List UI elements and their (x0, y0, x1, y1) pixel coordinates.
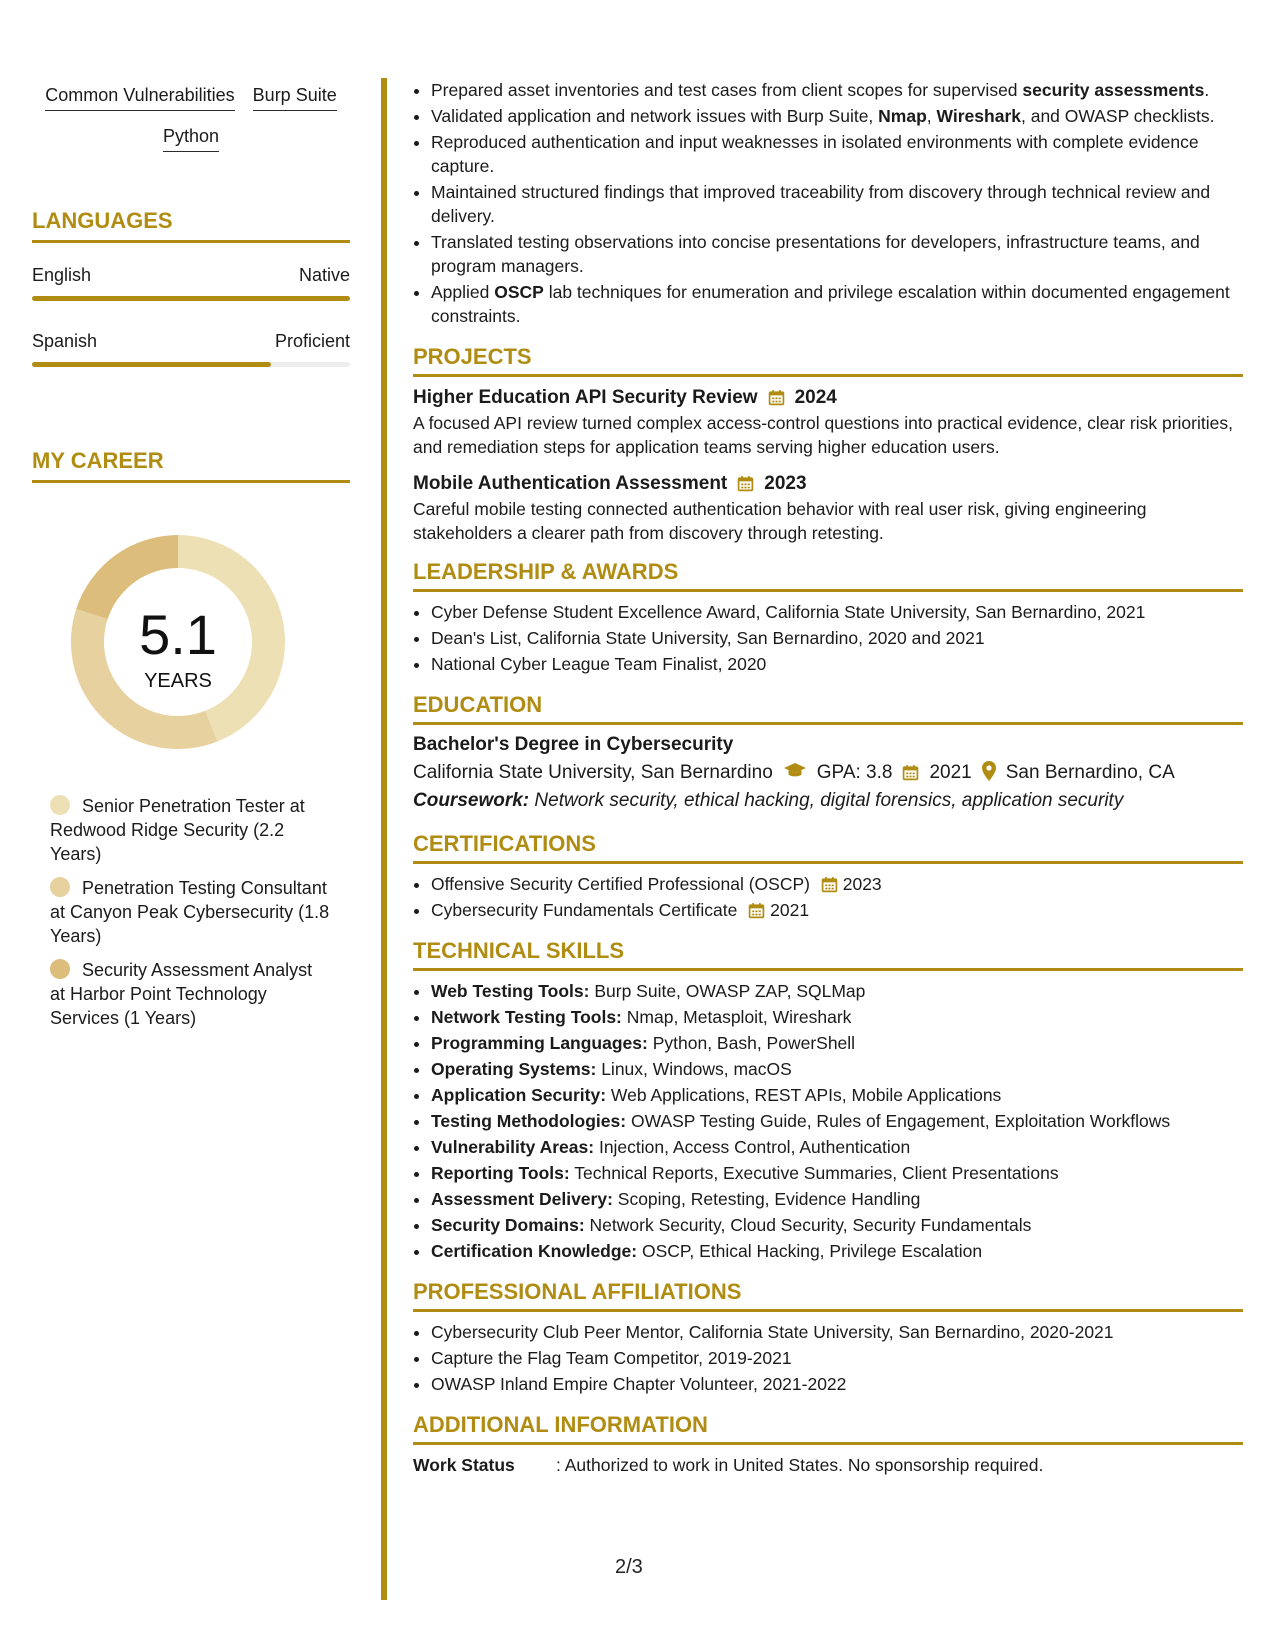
bullet-bold-text: security assessments (1022, 80, 1205, 100)
calendar-icon (737, 471, 754, 497)
skill-category: Certification Knowledge: (431, 1241, 638, 1261)
project-description: A focused API review turned complex access-control questions into practical evidence, clear risk priorities, and remediation steps for application teams serving higher education users. (413, 413, 1233, 457)
skill-values: Web Applications, REST APIs, Mobile Applications (610, 1085, 1002, 1105)
certifications-heading: CERTIFICATIONS (413, 831, 1243, 864)
work-status-row (413, 1453, 1243, 1477)
skill-values: Nmap, Metasploit, Wireshark (626, 1007, 852, 1027)
projects-heading: PROJECTS (413, 344, 1243, 377)
technical-skill-item (431, 1057, 1243, 1081)
skill-category: Programming Languages: (431, 1033, 648, 1053)
language-row (32, 265, 350, 286)
awards-list (413, 600, 1243, 676)
legend-dot-icon (50, 795, 70, 815)
award-item: • National Cyber League Team Finalist, 2020 (431, 652, 1243, 676)
experience-bullet (431, 280, 1243, 328)
skill-values: Injection, Access Control, Authentication (598, 1137, 911, 1157)
skill-values: Network Security, Cloud Security, Security Fundamentals (589, 1215, 1032, 1235)
graduation-year: 2021 (929, 762, 972, 783)
language-row (32, 331, 350, 352)
skill-values: OWASP Testing Guide, Rules of Engagement, Exploitation Workflows (630, 1111, 1171, 1131)
skill-category: Web Testing Tools: (431, 981, 590, 1001)
bullet-bold-text: OSCP (494, 282, 544, 302)
project-item (413, 471, 1243, 545)
work-status-label: Work Status (413, 1455, 515, 1475)
language-name: English (32, 265, 92, 285)
skill-tag: Python (163, 125, 219, 152)
languages-section (32, 208, 350, 367)
certification-item (431, 898, 1243, 922)
skill-values: OSCP, Ethical Hacking, Privilege Escalation (642, 1241, 983, 1261)
calendar-icon (748, 900, 765, 920)
affiliation-item: • Cybersecurity Club Peer Mentor, California State University, San Bernardino, 2020-2021 (431, 1320, 1243, 1344)
technical-skill-item (431, 1239, 1243, 1263)
page-number: 2/3 (615, 1556, 643, 1578)
bullet-text: Validated application and network issues with Burp Suite, (431, 106, 879, 126)
career-legend-label: Penetration Testing Consultant at Canyon Peak Cybersecurity (1.8 Years) (50, 878, 330, 946)
project-title: Mobile Authentication Assessment (413, 473, 728, 494)
coursework (413, 787, 1243, 815)
project-year: 2023 (764, 473, 807, 494)
technical-skill-item (431, 979, 1243, 1003)
gpa: GPA: 3.8 (816, 762, 893, 783)
school-location: San Bernardino, CA (1005, 762, 1175, 783)
bullet-text: Applied (431, 282, 495, 302)
certification-year: 2021 (770, 900, 810, 920)
experience-bullet (431, 78, 1243, 102)
technical-skill-item (431, 1005, 1243, 1029)
bullet-bold-text: Wireshark (936, 106, 1021, 126)
certifications-list (413, 872, 1243, 922)
career-legend-item (50, 794, 330, 866)
sidebar (32, 84, 350, 1028)
affiliation-item: • Capture the Flag Team Competitor, 2019-2021 (431, 1346, 1243, 1370)
career-section (32, 448, 350, 1028)
experience-bullets (413, 78, 1243, 328)
technical-skill-item (431, 1109, 1243, 1133)
additional-info-heading: ADDITIONAL INFORMATION (413, 1412, 1243, 1445)
bullet-text: Prepared asset inventories and test cases from client scopes for supervised (431, 80, 1023, 100)
skill-values: Burp Suite, OWASP ZAP, SQLMap (594, 981, 866, 1001)
experience-bullet (431, 104, 1243, 128)
work-status-value: : Authorized to work in United States. No sponsorship required. (556, 1455, 1044, 1475)
career-legend (50, 794, 330, 1040)
education-heading: EDUCATION (413, 692, 1243, 725)
skill-category: Vulnerability Areas: (431, 1137, 595, 1157)
language-level: Proficient (274, 331, 350, 351)
skill-category: Application Security: (431, 1085, 607, 1105)
bullet-text: Maintained structured findings that improved traceability from discovery through technical review and delivery. (431, 182, 1211, 226)
bullet-bold-text: Nmap (878, 106, 927, 126)
skill-tag: Common Vulnerabilities (45, 84, 234, 111)
technical-skill-item (431, 1083, 1243, 1107)
skill-values: Technical Reports, Executive Summaries, Client Presentations (574, 1163, 1059, 1183)
skill-tag: Burp Suite (253, 84, 337, 111)
graduation-cap-icon (783, 759, 807, 787)
project-description: Careful mobile testing connected authentication behavior with real user risk, giving engineering stakeholders a clearer path from discovery through retesting. (413, 499, 1147, 543)
calendar-icon (768, 385, 785, 411)
education-details (413, 759, 1243, 787)
experience-bullet (431, 180, 1243, 228)
certification-name: Offensive Security Certified Professional (OSCP) (431, 874, 810, 894)
career-heading: MY CAREER (32, 448, 350, 483)
skill-values: Python, Bash, PowerShell (652, 1033, 856, 1053)
calendar-icon (821, 874, 838, 894)
career-years-unit: YEARS (144, 670, 212, 692)
skill-category: Network Testing Tools: (431, 1007, 622, 1027)
award-item: • Cyber Defense Student Excellence Award, California State University, San Bernardino, 2021 (431, 600, 1243, 624)
technical-skill-item (431, 1031, 1243, 1055)
career-legend-label: Security Assessment Analyst at Harbor Point Technology Services (1 Years) (50, 960, 313, 1028)
career-total-years: 5.1 (139, 603, 217, 666)
column-divider (381, 78, 387, 1600)
affiliations-heading: PROFESSIONAL AFFILIATIONS (413, 1279, 1243, 1312)
bullet-text: , (926, 106, 937, 126)
award-item: • Dean's List, California State University, San Bernardino, 2020 and 2021 (431, 626, 1243, 650)
school-name: California State University, San Bernardino (413, 762, 773, 783)
project-year: 2024 (794, 387, 837, 408)
experience-bullet (431, 130, 1243, 178)
main-content (413, 78, 1243, 1477)
technical-skill-item (431, 1135, 1243, 1159)
career-legend-item (50, 958, 330, 1030)
skill-category: Operating Systems: (431, 1059, 597, 1079)
technical-skill-item (431, 1161, 1243, 1185)
degree-title: Bachelor's Degree in Cybersecurity (413, 734, 734, 755)
skill-values: Scoping, Retesting, Evidence Handling (617, 1189, 921, 1209)
language-name: Spanish (32, 331, 98, 351)
awards-heading: LEADERSHIP & AWARDS (413, 559, 1243, 592)
skill-category: Security Domains: (431, 1215, 585, 1235)
skill-category: Reporting Tools: (431, 1163, 570, 1183)
affiliation-item: • OWASP Inland Empire Chapter Volunteer, 2021-2022 (431, 1372, 1243, 1396)
language-bar (32, 362, 350, 367)
technical-skill-item (431, 1187, 1243, 1211)
career-legend-label: Senior Penetration Tester at Redwood Ridge Security (2.2 Years) (50, 796, 305, 864)
project-title: Higher Education API Security Review (413, 387, 758, 408)
skill-category: Assessment Delivery: (431, 1189, 613, 1209)
affiliations-list (413, 1320, 1243, 1396)
skill-tags (28, 84, 354, 152)
certification-year: 2023 (842, 874, 882, 894)
project-item (413, 385, 1243, 459)
certification-item (431, 872, 1243, 896)
location-pin-icon (982, 759, 996, 787)
calendar-icon (902, 759, 919, 787)
languages-heading: LANGUAGES (32, 208, 350, 243)
language-bar-fill (32, 296, 350, 301)
coursework-label: Coursework: (413, 790, 530, 811)
language-bar-fill (32, 362, 271, 367)
technical-skills-heading: TECHNICAL SKILLS (413, 938, 1243, 971)
legend-dot-icon (50, 877, 70, 897)
legend-dot-icon (50, 959, 70, 979)
language-level: Native (298, 265, 350, 285)
experience-bullet (431, 230, 1243, 278)
skill-category: Testing Methodologies: (431, 1111, 627, 1131)
skill-values: Linux, Windows, macOS (601, 1059, 792, 1079)
bullet-text: lab techniques for enumeration and privilege escalation within documented engagement constraints. (431, 282, 1230, 326)
career-donut-chart (66, 530, 290, 754)
language-bar (32, 296, 350, 301)
career-legend-item (50, 876, 330, 948)
bullet-text: . (1204, 80, 1210, 100)
technical-skills-list (413, 979, 1243, 1263)
bullet-text: , and OWASP checklists. (1020, 106, 1215, 126)
bullet-text: Translated testing observations into concise presentations for developers, infrastructure teams, and program managers. (431, 232, 1200, 276)
coursework-text: Network security, ethical hacking, digital forensics, application security (534, 790, 1124, 811)
technical-skill-item (431, 1213, 1243, 1237)
bullet-text: Reproduced authentication and input weaknesses in isolated environments with complete evidence capture. (431, 132, 1199, 176)
certification-name: Cybersecurity Fundamentals Certificate (431, 900, 738, 920)
